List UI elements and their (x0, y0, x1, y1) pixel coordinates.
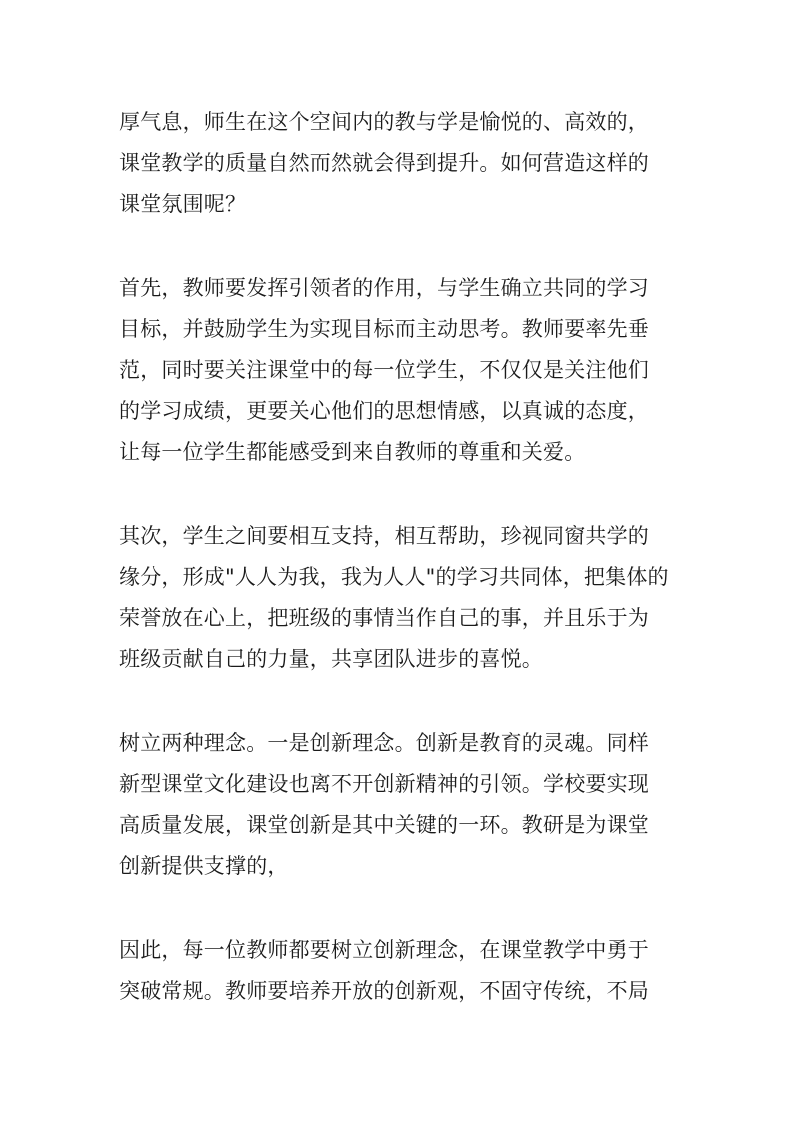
text-line: 让每一位学生都能感受到来自教师的尊重和关爱。 (119, 440, 586, 464)
paragraph-gap (119, 887, 675, 930)
text-line: 突破常规。教师要培养开放的创新观，不固守传统，不局 (119, 979, 649, 1003)
paragraph-2 (119, 268, 675, 473)
text-line: 目标，并鼓励学生为实现目标而主动思考。教师要率先垂 (119, 317, 649, 341)
paragraph-4 (119, 723, 675, 887)
text-line: 课堂氛围呢？ (119, 192, 247, 216)
paragraph-5 (119, 930, 675, 1012)
text-line: 范，同时要关注课堂中的每一位学生，不仅仅是关注他们 (119, 358, 649, 382)
text-line: 的学习成绩，更要关心他们的思想情感，以真诚的态度， (119, 399, 649, 423)
document-body (119, 102, 675, 1012)
text-line: 首先，教师要发挥引领者的作用，与学生确立共同的学习 (119, 276, 649, 300)
text-line: 其次，学生之间要相互支持，相互帮助，珍视同窗共学的 (119, 524, 649, 548)
text-line: 因此，每一位教师都要树立创新理念，在课堂教学中勇于 (119, 938, 649, 962)
text-line: 厚气息，师生在这个空间内的教与学是愉悦的、高效的， (119, 110, 649, 134)
paragraph-3 (119, 516, 675, 680)
paragraph-gap (119, 473, 675, 516)
text-line: 树立两种理念。一是创新理念。创新是教育的灵魂。同样 (119, 731, 649, 755)
text-line: 课堂教学的质量自然而然就会得到提升。如何营造这样的 (119, 151, 649, 175)
text-line: 创新提供支撑的， (119, 854, 289, 878)
text-line: 缘分，形成"人人为我，我为人人"的学习共同体，把集体的 (119, 565, 669, 589)
text-line: 高质量发展，课堂创新是其中关键的一环。教研是为课堂 (119, 813, 649, 837)
text-line: 新型课堂文化建设也离不开创新精神的引领。学校要实现 (119, 772, 649, 796)
paragraph-gap (119, 225, 675, 268)
text-line: 荣誉放在心上，把班级的事情当作自己的事，并且乐于为 (119, 606, 649, 630)
text-line: 班级贡献自己的力量，共享团队进步的喜悦。 (119, 647, 543, 671)
paragraph-gap (119, 680, 675, 723)
paragraph-1 (119, 102, 675, 225)
